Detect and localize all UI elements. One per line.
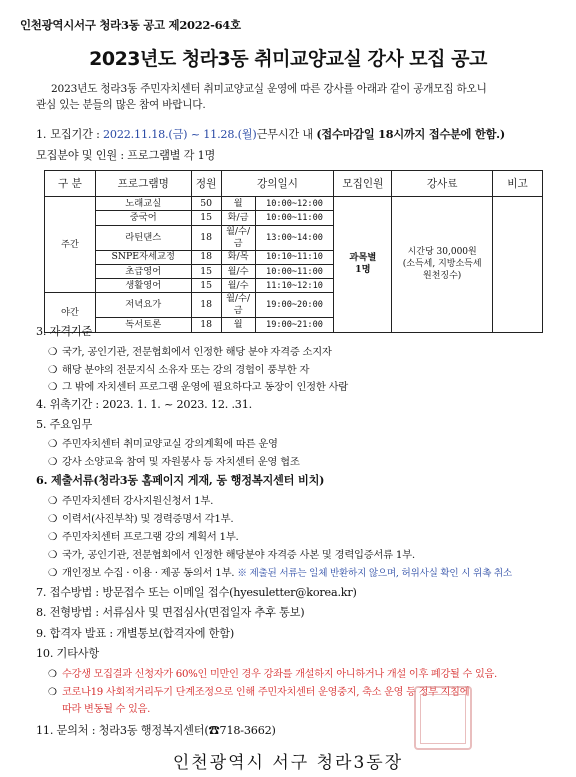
program-name: 라틴댄스 — [95, 225, 191, 250]
lecture-day: 월/수 — [221, 264, 255, 278]
lecture-time: 10:10~11:10 — [255, 250, 334, 264]
group-day: 주간 — [45, 197, 96, 293]
lecture-time: 10:00~11:00 — [255, 264, 334, 278]
program-table — [44, 170, 543, 333]
list-item: ❍ 주민자치센터 강사지원신청서 1부. — [48, 495, 214, 507]
capacity: 50 — [191, 197, 221, 211]
list-item-text: 이력서(사진부착) 및 경력증명서 각1부. — [62, 513, 234, 525]
program-name: 저녁요가 — [95, 293, 191, 318]
lecture-day: 월/수/금 — [221, 293, 255, 318]
recruit-period: 2022.11.18.(금) ~ 11.28.(월) — [103, 128, 257, 141]
capacity: 18 — [191, 293, 221, 318]
list-item: ❍ 이력서(사진부착) 및 경력증명서 각1부. — [48, 513, 234, 525]
official-seal-stamp — [414, 686, 472, 750]
section-label: 모집기간 : — [50, 128, 100, 141]
list-item: ❍ 코로나19 사회적거리두기 단계조정으로 인해 주민자치센터 운영중지, 축소 운영 등 정부 지침에 — [48, 687, 470, 698]
list-item: ❍ 개인정보 수집 · 이용 · 제공 동의서 1부. ※ 제출된 서류는 일체 반환하지 않으며, 허위사실 확인 시 위촉 취소 — [48, 567, 512, 579]
recruit-count-line-1: 과목별 — [349, 252, 377, 264]
list-item-text: 주민자치센터 프로그램 강의 계획서 1부. — [62, 531, 239, 543]
intro-line-1: 2023년도 청라3동 주민자치센터 취미교양교실 운영에 따른 강사를 아래과 같이 공개모집 하오니 — [51, 83, 487, 95]
lecture-time: 19:00~20:00 — [255, 293, 334, 318]
list-item-text: 개인정보 수집 · 이용 · 제공 동의서 1부. — [62, 567, 235, 579]
remarks — [493, 197, 543, 333]
program-name: SNPE자세교정 — [95, 250, 191, 264]
table-header: 비고 — [493, 171, 543, 197]
list-item-text: 국가, 공인기관, 전문협회에서 인정한 해당분야 자격증 사본 및 경력입증서류 1부. — [62, 549, 415, 561]
list-item: ❍ 주민자치센터 취미교양교실 강의계획에 따른 운영 — [48, 438, 278, 450]
capacity: 18 — [191, 318, 221, 332]
list-item-text: 국가, 공인기관, 전문협회에서 인정한 해당 분야 자격증 소지자 — [62, 346, 332, 358]
list-item-text: 강사 소양교육 참여 및 자원봉사 등 자치센터 운영 협조 — [62, 456, 300, 468]
lecture-time: 10:00~11:00 — [255, 211, 334, 225]
recruit-count — [334, 197, 392, 333]
issuer-signature: 인천광역시 서구 청라3동장 — [172, 753, 404, 773]
group-night: 야간 — [45, 293, 96, 332]
list-item: ❍ 수강생 모집결과 신청자가 60%인 미만인 경우 강좌를 개설하지 아니하거나 개설 이후 폐강될 수 있음. — [48, 669, 497, 680]
list-item: ❍ 주민자치센터 프로그램 강의 계획서 1부. — [48, 531, 239, 543]
section-term: 4. 위촉기간 : 2023. 1. 1. ~ 2023. 12. .31. — [36, 398, 252, 411]
capacity: 15 — [191, 211, 221, 225]
section-title: 6. 제출서류(청라3동 홈페이지 게재, 동 행정복지센터 비치) — [36, 473, 325, 487]
list-item-text: 수강생 모집결과 신청자가 60%인 미만인 경우 강좌를 개설하지 아니하거나 개설 이후 폐강될 수 있음. — [62, 669, 497, 680]
table-header-row — [45, 171, 543, 197]
section-documents — [36, 472, 324, 488]
recruit-count-line-2: 1명 — [355, 264, 371, 276]
section-contact: 11. 문의처 : 청라3동 행정복지센터(☎718-3662) — [36, 724, 276, 737]
list-item: ❍ 그 밖에 자치센터 프로그램 운영에 필요하다고 동장이 인정한 사람 — [48, 381, 348, 393]
capacity: 15 — [191, 279, 221, 293]
fee-line-2: (소득세, 지방소득세 — [402, 259, 482, 270]
program-name: 초급영어 — [95, 264, 191, 278]
list-item-text: 해당 분야의 전문지식 소유자 또는 강의 경험이 풍부한 자 — [62, 364, 310, 376]
program-name: 중국어 — [95, 211, 191, 225]
section-application: 7. 접수방법 : 방문접수 또는 이메일 접수(hyesuletter@korea.kr) — [36, 586, 357, 599]
list-item-text: 주민자치센터 취미교양교실 강의계획에 따른 운영 — [62, 438, 278, 450]
lecture-day: 월/수/금 — [221, 225, 255, 250]
table-row — [45, 197, 543, 211]
lecture-day: 월 — [221, 197, 255, 211]
list-item-text: 주민자치센터 강사지원신청서 1부. — [62, 495, 214, 507]
list-item: ❍ 강사 소양교육 참여 및 자원봉사 등 자치센터 운영 협조 — [48, 456, 300, 468]
section-others: 10. 기타사항 — [36, 647, 99, 660]
section-number: 1. — [36, 128, 47, 141]
fee-line-3: 원천징수) — [423, 271, 462, 282]
table-header: 강사료 — [392, 171, 493, 197]
lecture-time: 19:00~21:00 — [255, 318, 334, 332]
deadline-note: (접수마감일 18시까지 접수분에 한함.) — [316, 127, 505, 141]
section-recruit-period — [36, 126, 505, 142]
lecture-day: 화/목 — [221, 250, 255, 264]
working-hours: 근무시간 내 — [256, 128, 313, 141]
list-item: ❍ 해당 분야의 전문지식 소유자 또는 강의 경험이 풍부한 자 — [48, 364, 310, 376]
lecture-time: 10:00~12:00 — [255, 197, 334, 211]
list-item-text: 코로나19 사회적거리두기 단계조정으로 인해 주민자치센터 운영중지, 축소 운영 등 정부 지침에 — [62, 687, 470, 698]
capacity: 15 — [191, 264, 221, 278]
section-announcement: 9. 합격자 발표 : 개별통보(합격자에 한함) — [36, 627, 235, 640]
lecture-time: 11:10~12:10 — [255, 279, 334, 293]
lecture-day: 월/수 — [221, 279, 255, 293]
notice-number: 인천광역시서구 청라3동 공고 제2022-64호 — [20, 18, 241, 32]
section-qualifications: 3. 자격기준 — [36, 325, 93, 338]
table-header: 모집인원 — [334, 171, 392, 197]
intro-paragraph — [36, 81, 556, 113]
program-name: 생활영어 — [95, 279, 191, 293]
capacity: 18 — [191, 250, 221, 264]
table-header: 프로그램명 — [95, 171, 191, 197]
program-name: 노래교실 — [95, 197, 191, 211]
lecture-time: 13:00~14:00 — [255, 225, 334, 250]
list-item-continuation: 따라 변동될 수 있음. — [62, 704, 151, 715]
table-header: 정원 — [191, 171, 221, 197]
documents-note: ※ 제출된 서류는 일체 반환하지 않으며, 허위사실 확인 시 위촉 취소 — [237, 568, 512, 579]
section-recruit-field — [36, 147, 215, 163]
section-screening: 8. 전형방법 : 서류심사 및 면접심사(면접일자 추후 통보) — [36, 606, 305, 619]
page-title: 2023년도 청라3동 취미교양교실 강사 모집 공고 — [89, 48, 487, 70]
lecture-day: 월 — [221, 318, 255, 332]
capacity: 18 — [191, 225, 221, 250]
section-duties: 5. 주요임무 — [36, 418, 93, 431]
fee-line-1: 시간당 30,000원 — [407, 247, 477, 258]
program-name: 독서토론 — [95, 318, 191, 332]
lecture-day: 화/금 — [221, 211, 255, 225]
section-text: 모집분야 및 인원 : 프로그램별 각 1명 — [36, 149, 216, 162]
table-header: 강의일시 — [221, 171, 334, 197]
lecture-fee — [392, 197, 493, 333]
intro-line-2: 관심 있는 분들의 많은 참여 바랍니다. — [36, 99, 206, 111]
list-item: ❍ 국가, 공인기관, 전문협회에서 인정한 해당분야 자격증 사본 및 경력입증서류 1부. — [48, 549, 415, 561]
list-item-text: 그 밖에 자치센터 프로그램 운영에 필요하다고 동장이 인정한 사람 — [62, 381, 348, 393]
table-header: 구 분 — [45, 171, 96, 197]
list-item: ❍ 국가, 공인기관, 전문협회에서 인정한 해당 분야 자격증 소지자 — [48, 346, 332, 358]
